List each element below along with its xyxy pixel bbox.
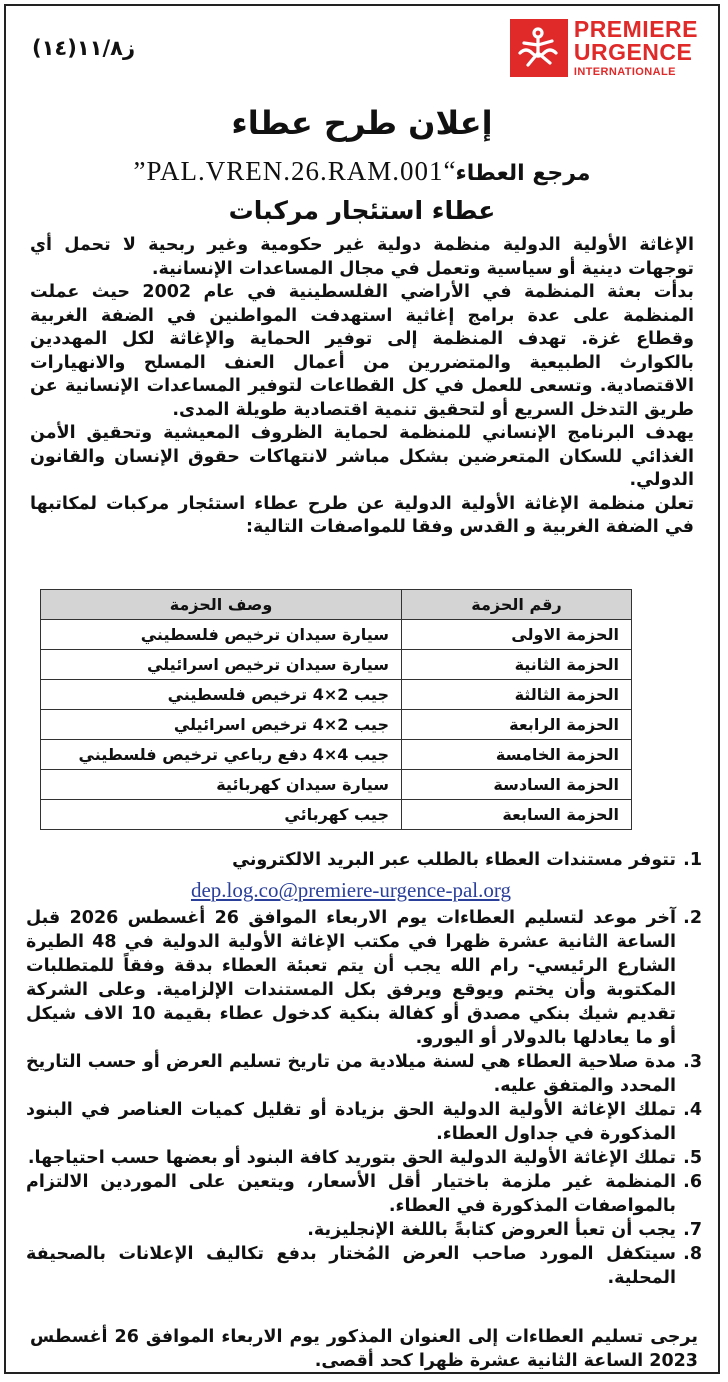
item-text: تتوفر مستندات العطاء بالطلب عبر البريد الالكتروني bbox=[232, 850, 676, 870]
lot-description: جيب 2×4 ترخيص اسرائيلي bbox=[41, 710, 402, 740]
page-title: إعلان طرح عطاء bbox=[231, 104, 493, 142]
item-number: 7. bbox=[683, 1220, 702, 1240]
item-text: تملك الإغاثة الأولية الدولية الحق بتوريد كافة البنود أو بعضها حسب احتياجها. bbox=[27, 1148, 676, 1168]
item-number: 3. bbox=[683, 1052, 702, 1072]
item-number: 6. bbox=[683, 1172, 702, 1192]
tender-reference bbox=[6, 156, 718, 187]
lot-number: الحزمة الثانية bbox=[402, 650, 632, 680]
lot-description: جيب كهربائي bbox=[41, 800, 402, 830]
lot-description: سيارة سيدان كهربائية bbox=[41, 770, 402, 800]
intro-section bbox=[30, 234, 694, 540]
lot-number: الحزمة السادسة bbox=[402, 770, 632, 800]
item-text-wrap bbox=[26, 848, 676, 906]
item-number: 4. bbox=[683, 1100, 702, 1120]
lot-description: سيارة سيدان ترخيص فلسطيني bbox=[41, 620, 402, 650]
logo-line-2: URGENCE bbox=[573, 39, 693, 65]
item-text: سيتكفل المورد صاحب العرض المُختار بدفع تكاليف الإعلانات بالصحيفة المحلية. bbox=[26, 1244, 676, 1288]
header-lot-description: وصف الحزمة bbox=[41, 590, 402, 620]
intro-paragraph: يهدف البرنامج الإنساني للمنظمة لحماية الظروف المعيشية وتحقيق الأمن الغذائي للسكان المتعرضين بشكل مباشر لانتهاكات حقوق الإنسان والقانون الدولي. bbox=[30, 423, 694, 490]
lot-description: سيارة سيدان ترخيص اسرائيلي bbox=[41, 650, 402, 680]
closing-note: يرجى تسليم العطاءات إلى العنوان المذكور يوم الاربعاء الموافق 26 أغسطس 2023 الساعة الثانية عشرة ظهرا كحد أقصى. bbox=[30, 1327, 698, 1371]
list-item bbox=[26, 1218, 702, 1242]
logo-line-1: PREMIERE bbox=[573, 16, 698, 42]
lot-description: جيب 2×4 ترخيص فلسطيني bbox=[41, 680, 402, 710]
lot-number: الحزمة الخامسة bbox=[402, 740, 632, 770]
lot-number: الحزمة الرابعة bbox=[402, 710, 632, 740]
table-row bbox=[41, 740, 632, 770]
lot-number: الحزمة الثالثة bbox=[402, 680, 632, 710]
table-row bbox=[41, 680, 632, 710]
table-row bbox=[41, 710, 632, 740]
table-row bbox=[41, 770, 632, 800]
list-item bbox=[26, 848, 702, 906]
logo-symbol-icon bbox=[510, 19, 568, 77]
item-text: المنظمة غير ملزمة باختيار أقل الأسعار، ويتعين على الموردين الالتزام بالمواصفات المذكورة في العطاء. bbox=[26, 1172, 676, 1216]
list-item bbox=[26, 1170, 702, 1218]
lots-table bbox=[40, 589, 632, 830]
intro-paragraph: الإغاثة الأولية الدولية منظمة دولية غير حكومية وغير ربحية لا تحمل أي توجهات دينية أو سياسية وتعمل في مجال المساعدات الإنسانية. bbox=[30, 235, 694, 279]
reference-label: مرجع العطاء bbox=[455, 161, 591, 186]
publication-code: ز١١/٨(١٤) bbox=[32, 36, 136, 60]
email-link[interactable]: dep.log.co@premiere-urgence-pal.org bbox=[190, 878, 511, 902]
table-row bbox=[41, 800, 632, 830]
logo-line-3: INTERNATIONALE bbox=[573, 66, 676, 78]
table-header-row bbox=[41, 590, 632, 620]
item-number: 2. bbox=[683, 908, 702, 928]
terms-list bbox=[26, 848, 702, 1290]
header-lot-number: رقم الحزمة bbox=[402, 590, 632, 620]
lot-number: الحزمة الاولى bbox=[402, 620, 632, 650]
item-number: 5. bbox=[683, 1148, 702, 1168]
item-text: مدة صلاحية العطاء هي لسنة ميلادية من تاريخ تسليم العرض أو حسب التاريخ المحدد والمتفق عليه. bbox=[26, 1052, 676, 1096]
table-row bbox=[41, 620, 632, 650]
item-number: 8. bbox=[683, 1244, 702, 1264]
list-item bbox=[26, 906, 702, 1050]
list-item bbox=[26, 1098, 702, 1146]
list-item bbox=[26, 1242, 702, 1290]
list-item bbox=[26, 1050, 702, 1098]
organization-logo bbox=[510, 18, 698, 78]
item-text: تملك الإغاثة الأولية الدولية الحق بزيادة أو تقليل كميات العناصر في البنود المذكورة في جداول العطاء. bbox=[26, 1100, 676, 1144]
item-number: 1. bbox=[683, 850, 702, 870]
intro-paragraph: تعلن منظمة الإغاثة الأولية الدولية عن طرح عطاء استئجار مركبات لمكاتبها في الضفة الغربية و القدس وفقا للمواصفات التالية: bbox=[30, 493, 694, 537]
tender-subtitle: عطاء استئجار مركبات bbox=[228, 196, 496, 225]
table-row bbox=[41, 650, 632, 680]
logo-wordmark bbox=[574, 18, 698, 78]
reference-value: “PAL.VREN.26.RAM.001” bbox=[133, 156, 456, 186]
advertisement-frame bbox=[4, 4, 720, 1374]
lot-description: جيب 4×4 دفع رباعي ترخيص فلسطيني bbox=[41, 740, 402, 770]
lot-number: الحزمة السابعة bbox=[402, 800, 632, 830]
intro-paragraph: بدأت بعثة المنظمة في الأراضي الفلسطينية في عام 2002 حيث عملت المنظمة على عدة برامج إغاثية استهدفت المواطنين في الضفة الغربية وقطاع غزة. تهدف المنظمة إلى توفير الحماية والإغاثة لكل المهددين بالكوارث الطبيعية والمتضررين من أعمال العنف المسلح والانهيارات الاقتصادية. وتسعى للعمل في كل القطاعات لتوفير المساعدات الإنسانية عن طريق التدخل السريع أو لتحقيق تنمية اقتصادية طويلة المدى. bbox=[30, 282, 694, 420]
item-text: آخر موعد لتسليم العطاءات يوم الاربعاء الموافق 26 أغسطس 2026 قبل الساعة الثانية عشرة ظهرا في مكتب الإغاثة الأولية الدولية في 48 الطيرة الشارع الرئيسي- رام الله يجب أن يتم تعبئة العطاء بدقة وفقاً للمتطلبات المكتوبة وأن يختم ويوقع ويرفق بكل المستندات الإلزامية. وعلى الشركة تقديم شيك بنكي مصدق أو كفالة بنكية كدخول عطاء بقيمة 10 الاف شيكل أو ما يعادلها بالدولار أو اليورو. bbox=[26, 908, 676, 1048]
list-item bbox=[26, 1146, 702, 1170]
item-text: يجب أن تعبأ العروض كتابةً باللغة الإنجليزية. bbox=[307, 1220, 676, 1240]
